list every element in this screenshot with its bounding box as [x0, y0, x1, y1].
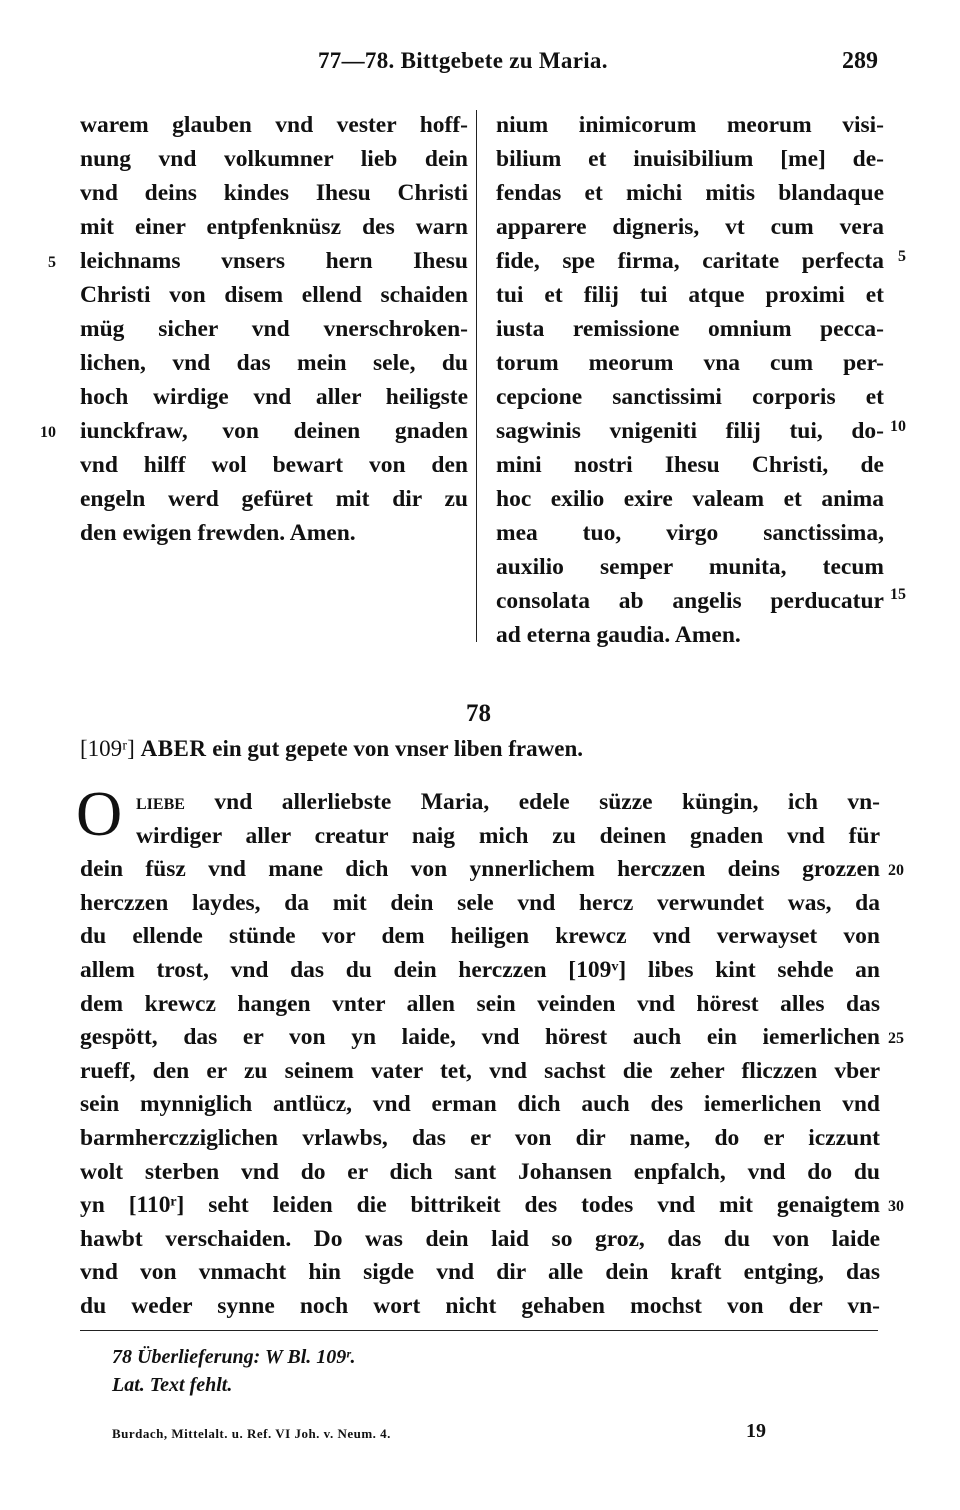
body-line: hawbt verschaiden. Do was dein laid so groz, das du von laide — [80, 1225, 880, 1252]
body-line-number: 25 — [888, 1030, 904, 1047]
left-line: iunckfraw, von deinen gnaden — [80, 418, 468, 444]
body-line: gespött, das er von yn laide, vnd hörest auch ein iemerlichen — [80, 1024, 880, 1051]
body-line: wirdiger aller creatur naig mich zu deinen gnaden vnd für — [136, 822, 880, 849]
right-line: tui et filij tui atque proximi et — [496, 282, 884, 308]
right-line: sagwinis vnigeniti filij tui, do- — [496, 418, 884, 444]
left-line: hoch wirdige vnd aller heiligste — [80, 384, 468, 410]
right-line: consolata ab angelis perducatur — [496, 588, 884, 614]
left-line: lichen, vnd das mein sele, du — [80, 350, 468, 376]
body-line: barmherczziglichen vrlawbs, das er von dir name, do er iczzunt — [80, 1124, 880, 1151]
right-line: ad eterna gaudia. Amen. — [496, 622, 741, 648]
caption-first-word: ABER — [140, 736, 207, 761]
left-line: mit einer entpfenknüsz des warn — [80, 214, 468, 240]
left-line: leichnams vnsers hern Ihesu — [80, 248, 468, 274]
body-line: sein mynniglich antlücz, vnd erman dich auch des iemerlichen vnd — [80, 1091, 880, 1118]
left-line: vnd hilff wol bewart von den — [80, 452, 468, 478]
printer-imprint: Burdach, Mittelalt. u. Ref. VI Joh. v. Neum. 4. — [112, 1426, 391, 1441]
body-line: du ellende stünde vor dem heiligen krewcz vnd verwayset von — [80, 923, 880, 950]
right-line: mea tuo, virgo sanctissima, — [496, 520, 884, 546]
body-line: allem trost, vnd das du dein herczzen [109ᵛ] libes kint sehde an — [80, 956, 880, 983]
right-line: bilium et inuisibilium [me] de- — [496, 146, 884, 172]
right-line: apparere digneris, vt cum vera — [496, 214, 884, 240]
right-line: iusta remissione omnium pecca- — [496, 316, 884, 342]
running-head — [0, 48, 960, 88]
right-column — [496, 108, 884, 652]
section-number: 78 — [466, 700, 491, 727]
running-head-title: 77—78. Bittgebete zu Maria. — [318, 48, 608, 73]
right-line-number: 15 — [890, 586, 906, 603]
first-word-small-caps: liebe — [136, 789, 185, 815]
right-line-number: 10 — [890, 418, 906, 435]
right-line: hoc exilio exire valeam et anima — [496, 486, 884, 512]
body-line: dem krewcz hangen vnter allen sein veinden vnd hörest alles das — [80, 990, 880, 1017]
body-line: rueff, den er zu seinem vater tet, vnd sachst die zeher fliczzen vber — [80, 1057, 880, 1084]
signature-mark: 19 — [746, 1420, 766, 1442]
body-line: wolt sterben vnd do er dich sant Johansen enpfalch, vnd do du — [80, 1158, 880, 1185]
body-line: herczzen laydes, da mit dein sele vnd hercz verwundet was, da — [80, 889, 880, 916]
body-line — [80, 786, 880, 820]
column-divider — [476, 110, 477, 642]
footnote-rule — [80, 1330, 878, 1331]
prayer-text — [80, 786, 880, 1324]
left-line: Christi von disem ellend schaiden — [80, 282, 468, 308]
body-line-text: vnd allerliebste Maria, edele süzze küngin, ich vn- — [214, 789, 880, 815]
folio-reference: [109ʳ] — [80, 736, 135, 761]
body-line-number: 20 — [888, 862, 904, 879]
body-line-number: 30 — [888, 1198, 904, 1215]
body-line: dein füsz vnd mane dich von ynnerlichem herczzen deins grozzen — [80, 856, 880, 883]
body-line: vnd von vnmacht hin sigde vnd dir alle dein kraft entging, das — [80, 1259, 880, 1286]
body-line: du weder synne noch wort nicht gehaben mochst von der vn- — [80, 1292, 880, 1319]
right-line: nium inimicorum meorum visi- — [496, 112, 884, 138]
left-line-number: 10 — [40, 424, 56, 441]
footnote-latin: Lat. Text fehlt. — [112, 1374, 233, 1396]
caption-text: ein gut gepete von vnser liben frawen. — [212, 736, 583, 761]
left-line: nung vnd volkumner lieb dein — [80, 146, 468, 172]
left-column — [80, 108, 468, 550]
right-line: auxilio semper munita, tecum — [496, 554, 884, 580]
left-line: engeln werd gefüret mit dir zu — [80, 486, 468, 512]
left-line: den ewigen frewden. Amen. — [80, 520, 356, 546]
right-line: torum meorum vna cum per- — [496, 350, 884, 376]
right-line: mini nostri Ihesu Christi, de — [496, 452, 884, 478]
right-line: fide, spe firma, caritate perfecta — [496, 248, 884, 274]
section-caption — [80, 736, 583, 762]
footnote-transmission: 78 Überlieferung: W Bl. 109ʳ. — [112, 1346, 356, 1368]
left-line-number: 5 — [48, 254, 56, 271]
right-line: fendas et michi mitis blandaque — [496, 180, 884, 206]
page-number: 289 — [842, 48, 878, 74]
right-line-number: 5 — [898, 248, 906, 265]
left-line: warem glauben vnd vester hoff- — [80, 112, 468, 138]
right-line: cepcione sanctissimi corporis et — [496, 384, 884, 410]
body-line: yn [110ʳ] seht leiden die bittrikeit des todes vnd mit genaigtem — [80, 1192, 880, 1219]
left-line: müg sicher vnd vnerschroken- — [80, 316, 468, 342]
left-line: vnd deins kindes Ihesu Christi — [80, 180, 468, 206]
drop-cap-initial: O — [76, 778, 123, 849]
